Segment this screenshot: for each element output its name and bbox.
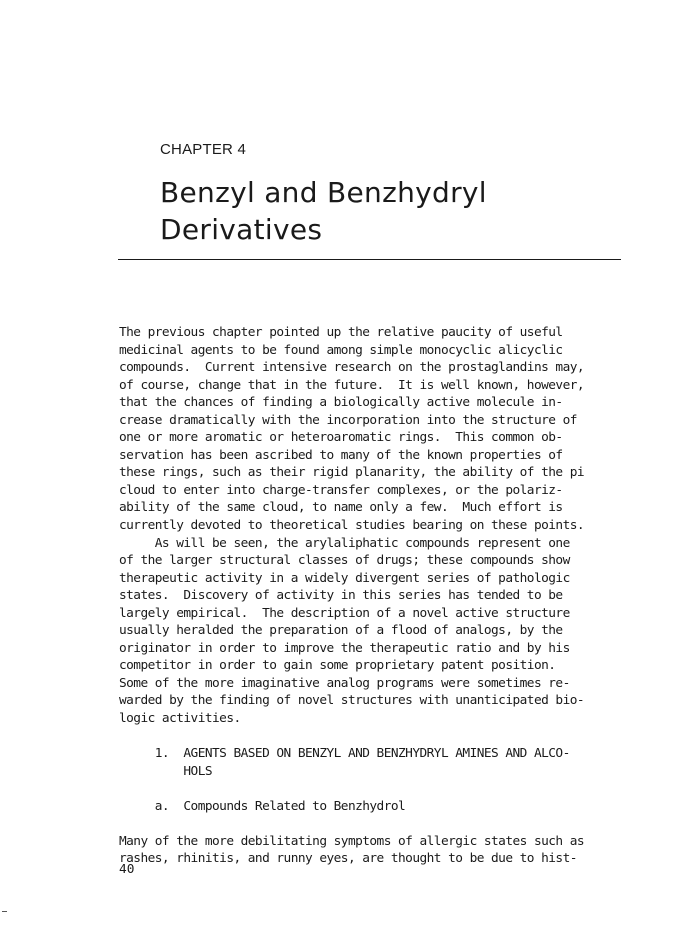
text-line: ability of the same cloud, to name only a few. Much effort is (119, 500, 563, 516)
text-line: warded by the finding of novel structures with unanticipated bio- (119, 693, 585, 709)
text-line: As will be seen, the arylaliphatic compounds represent one (119, 535, 570, 551)
text-line: cloud to enter into charge-transfer complexes, or the polariz- (119, 482, 563, 498)
text-line: usually heralded the preparation of a flood of analogs, by the (119, 623, 563, 639)
section-heading (119, 745, 629, 780)
text-line: competitor in order to gain some proprietary patent position. (119, 658, 556, 674)
text-line: these rings, such as their rigid planarity, the ability of the pi (119, 465, 585, 481)
scan-mark (2, 911, 7, 912)
subsection-heading: a. Compounds Related to Benzhydrol (119, 798, 406, 814)
text-line: Many of the more debilitating symptoms of allergic states such as (119, 833, 585, 849)
text-line: therapeutic activity in a widely divergent series of pathologic (119, 570, 570, 586)
text-line: Some of the more imaginative analog programs were sometimes re- (119, 675, 570, 691)
text-line: one or more aromatic or heteroaromatic rings. This common ob- (119, 430, 563, 446)
chapter-label: CHAPTER 4 (160, 141, 246, 158)
text-line: servation has been ascribed to many of the known properties of (119, 447, 563, 463)
paragraph-2 (119, 535, 629, 728)
blank-line (119, 780, 629, 798)
text-line: rashes, rhinitis, and runny eyes, are thought to be due to hist- (119, 851, 577, 867)
chapter-title (160, 174, 487, 248)
text-line: logic activities. (119, 711, 241, 727)
title-rule (118, 259, 621, 260)
paragraph-3 (119, 833, 629, 868)
body-text (119, 324, 629, 868)
paragraph-1 (119, 324, 629, 535)
text-line: states. Discovery of activity in this series has tended to be (119, 588, 563, 604)
text-line: medicinal agents to be found among simple monocyclic alicyclic (119, 342, 563, 358)
text-line: currently devoted to theoretical studies bearing on these points. (119, 518, 585, 534)
text-line: crease dramatically with the incorporation into the structure of (119, 412, 577, 428)
text-line: of course, change that in the future. It is well known, however, (119, 377, 585, 393)
text-line: originator in order to improve the therapeutic ratio and by his (119, 640, 570, 656)
text-line: HOLS (119, 763, 213, 779)
text-line: of the larger structural classes of drugs; these compounds show (119, 553, 570, 569)
text-line: largely empirical. The description of a novel active structure (119, 605, 570, 621)
page-number: 40 (119, 862, 135, 877)
text-line: that the chances of finding a biologically active molecule in- (119, 395, 563, 411)
text-line: compounds. Current intensive research on the prostaglandins may, (119, 360, 585, 376)
chapter-title-line: Benzyl and Benzhydryl (160, 176, 487, 209)
blank-line (119, 728, 629, 746)
blank-line (119, 815, 629, 833)
chapter-title-line: Derivatives (160, 213, 323, 246)
text-line: 1. AGENTS BASED ON BENZYL AND BENZHYDRYL AMINES AND ALCO- (119, 746, 570, 762)
text-line: The previous chapter pointed up the relative paucity of useful (119, 325, 563, 340)
